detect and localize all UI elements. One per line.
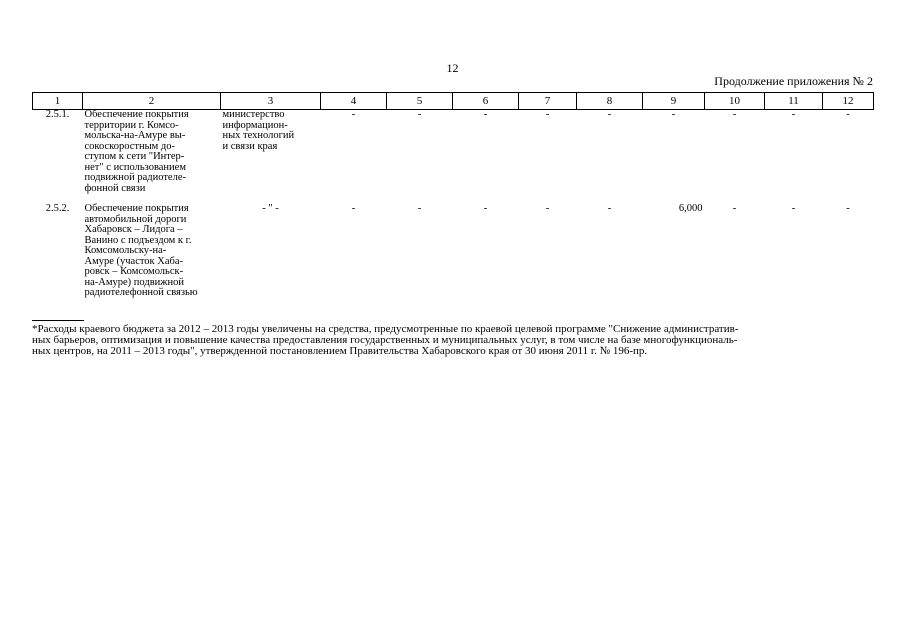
description-line: Обеспечение покрытия xyxy=(84,109,189,120)
value-cell: 6,000 xyxy=(678,203,703,214)
description-line: Амуре (участок Хаба- xyxy=(84,255,184,267)
item-number: 2.5.1. xyxy=(45,109,70,120)
description-line: Ванино с подъездом к г. xyxy=(84,234,192,246)
description-line: радиотелефонной связью xyxy=(84,287,198,298)
description-line: на-Амуре) подвижной xyxy=(84,276,185,288)
value-cell: - xyxy=(607,203,612,214)
column-header: 6 xyxy=(453,93,519,110)
header-row xyxy=(33,93,874,110)
item-executor xyxy=(221,110,321,205)
description-line: ровск – Комсомольск- xyxy=(84,266,184,277)
footnote-line: *Расходы краевого бюджета за 2012 – 2013 годы увеличены на средства, предусмотренные по краевой целевой программе "Снижение административ- xyxy=(32,323,739,335)
column-header: 4 xyxy=(321,93,387,110)
column-header: 8 xyxy=(577,93,643,110)
value-cell: - xyxy=(351,109,356,120)
description-line: фонной связи xyxy=(84,182,146,194)
column-header: 5 xyxy=(387,93,453,110)
description-line: нет" с использованием xyxy=(84,161,186,173)
value-cell: - xyxy=(791,203,796,214)
description-line: Обеспечение покрытия xyxy=(84,203,189,214)
description-line: Комсомольску-на- xyxy=(84,245,167,256)
column-header: 7 xyxy=(519,93,577,110)
continuation-label: Продолжение приложения № 2 xyxy=(714,74,873,88)
description-line: мольска-на-Амуре вы- xyxy=(84,130,186,141)
value-cell: - xyxy=(417,109,422,120)
page-number: 12 xyxy=(446,61,459,75)
value-cell: - xyxy=(545,109,550,120)
column-header: 11 xyxy=(765,93,823,110)
executor-line: министерство xyxy=(222,109,285,120)
column-header: 9 xyxy=(643,93,705,110)
value-cell: - xyxy=(671,109,676,120)
description-line: территории г. Комсо- xyxy=(84,119,179,131)
description-line: автомобильной дороги xyxy=(84,213,187,225)
value-cell: - xyxy=(545,203,550,214)
table-row xyxy=(33,110,874,205)
column-header: 12 xyxy=(823,93,874,110)
value-cell: - xyxy=(791,109,796,120)
column-header: 10 xyxy=(705,93,765,110)
appendix-table xyxy=(32,92,874,304)
column-header: 3 xyxy=(221,93,321,110)
value-cell: - xyxy=(417,203,422,214)
value-cell: - xyxy=(483,203,488,214)
description-line: сокоскоростным до- xyxy=(84,140,176,152)
value-cell: - xyxy=(846,203,850,214)
table-row xyxy=(33,204,874,304)
value-cell: - xyxy=(607,109,612,120)
footnote xyxy=(32,324,874,357)
footnote-line: ных барьеров, оптимизация и повышение качества предоставления государственных и муниципальных услуг, в том числе на базе многофункциональ- xyxy=(32,334,738,346)
description-line: подвижной радиотеле- xyxy=(84,172,186,183)
executor-line: ных технологий xyxy=(222,130,295,141)
value-cell: - xyxy=(483,109,488,120)
executor-line: и связи края xyxy=(222,140,278,152)
column-header: 1 xyxy=(33,93,83,110)
item-executor: - " - xyxy=(262,203,279,214)
value-cell: - xyxy=(351,203,356,214)
item-description xyxy=(83,110,221,205)
footnote-divider xyxy=(32,320,84,321)
footnote-line: ных центров, на 2011 – 2013 годы", утвержденной постановлением Правительства Хабаровского края от 30 июня 2011 г. № 196-пр. xyxy=(32,345,648,357)
column-header: 2 xyxy=(83,93,221,110)
value-cell: - xyxy=(732,203,737,214)
value-cell: - xyxy=(732,109,737,120)
executor-line: информацион- xyxy=(222,119,288,131)
item-description xyxy=(83,204,221,304)
description-line: ступом к сети "Интер- xyxy=(84,151,185,162)
description-line: Хабаровск – Лидога – xyxy=(84,224,183,235)
item-number: 2.5.2. xyxy=(45,203,70,214)
value-cell: - xyxy=(846,109,850,120)
